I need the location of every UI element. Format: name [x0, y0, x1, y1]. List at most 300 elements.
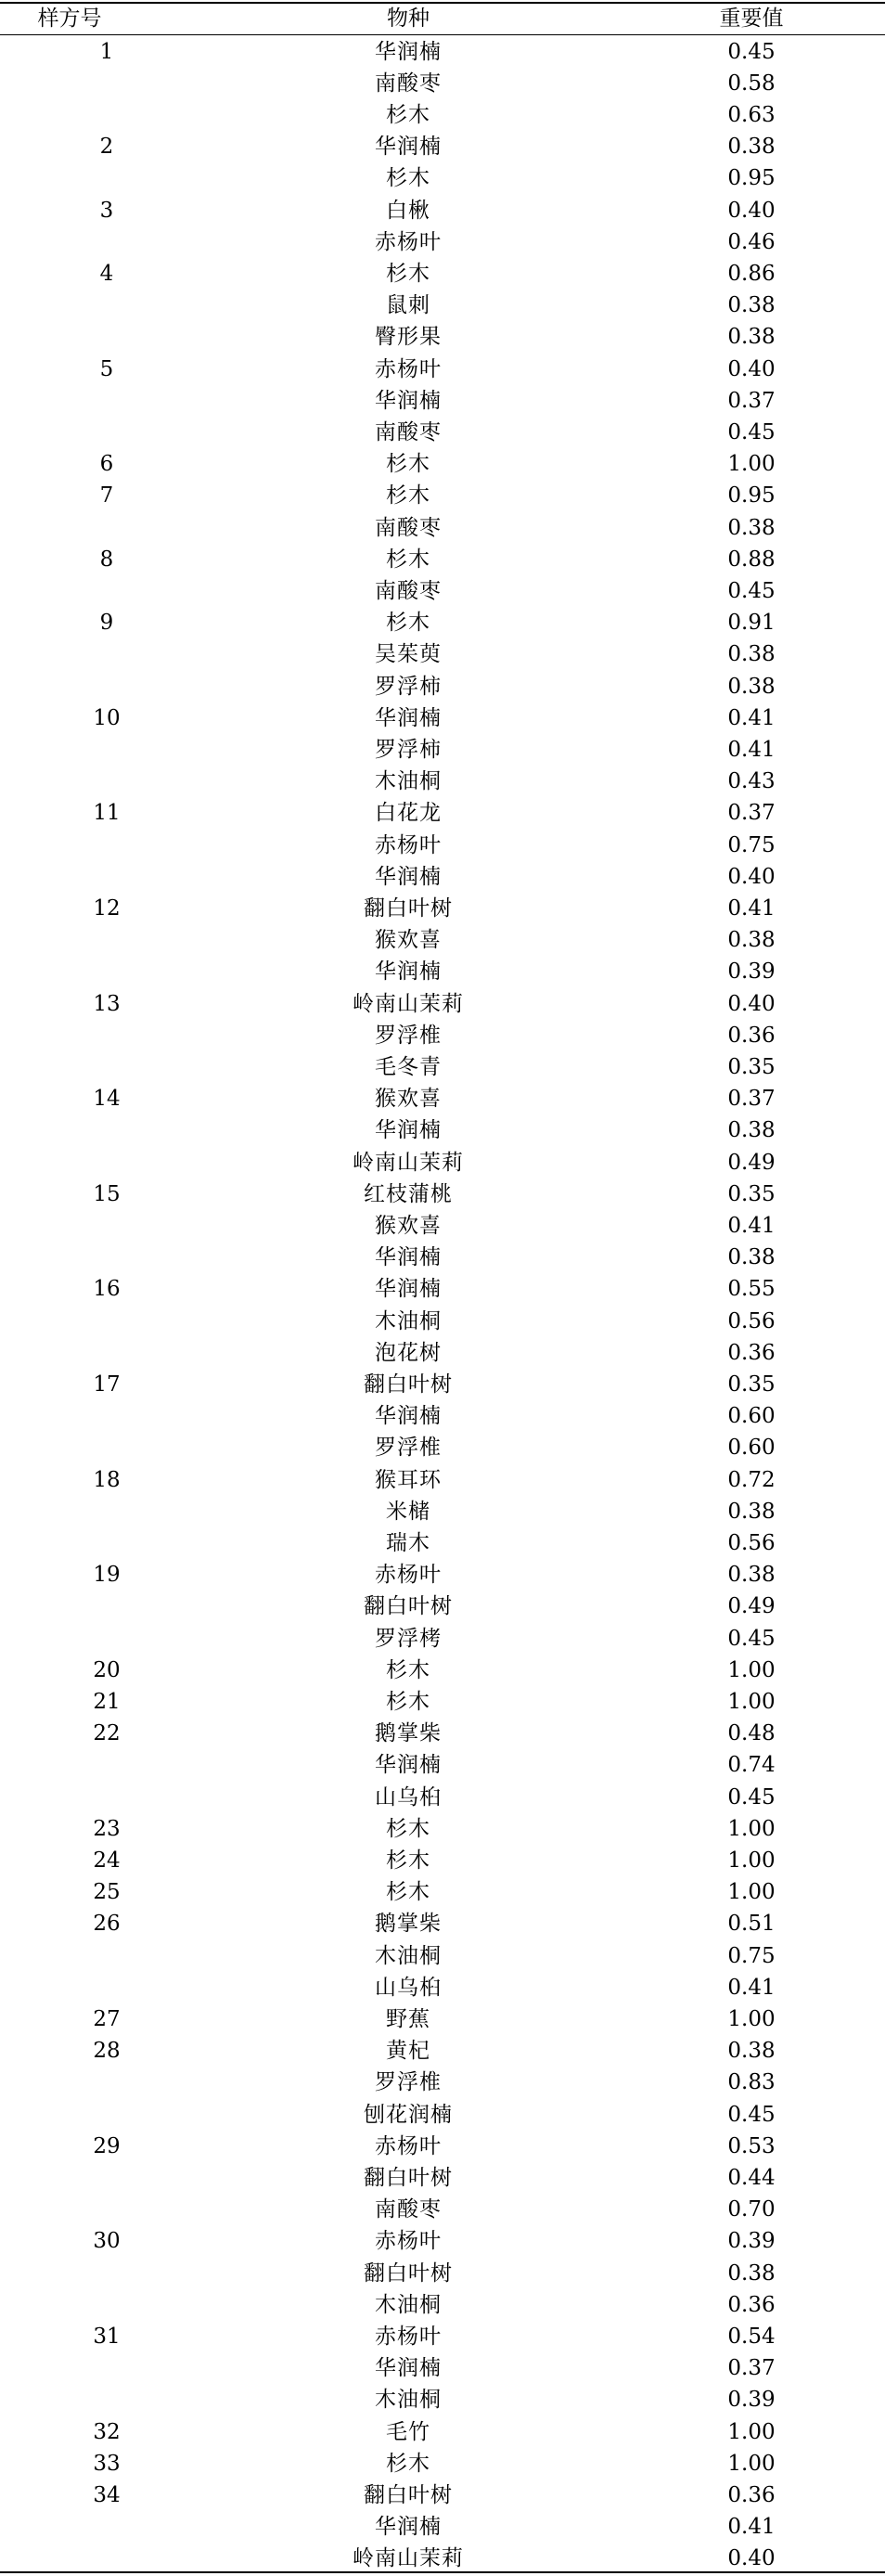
- table-row: [0, 1782, 885, 1813]
- plot-cell: 17: [93, 1372, 121, 1397]
- value-cell: 0.38: [727, 1563, 776, 1588]
- plot-cell: 30: [93, 2229, 121, 2254]
- plot-cell: [37, 99, 176, 131]
- table-row: [0, 607, 885, 638]
- value-cell: 0.83: [727, 2070, 776, 2095]
- value-cell: 0.63: [727, 102, 776, 127]
- table-row: [0, 2162, 885, 2194]
- value-cell: 0.40: [727, 864, 776, 889]
- species-cell: 翻白叶树: [364, 895, 453, 921]
- species-cell: 山乌桕: [375, 1784, 442, 1810]
- species-cell: 白楸: [386, 198, 430, 223]
- plot-cell: 7: [99, 483, 114, 509]
- plot-cell: 2: [99, 135, 114, 160]
- plot-cell: [37, 1306, 176, 1337]
- value-cell: 0.48: [727, 1721, 776, 1746]
- plot-cell: [37, 1210, 176, 1242]
- value-cell: 0.39: [727, 960, 776, 985]
- plot-cell: [37, 2289, 176, 2321]
- plot-cell: [37, 1114, 176, 1146]
- species-cell: 罗浮柿: [375, 737, 442, 762]
- table-row: [0, 99, 885, 131]
- species-cell: 野蕉: [386, 2006, 430, 2031]
- species-cell: 杉木: [386, 1816, 430, 1841]
- plot-cell: 34: [93, 2482, 121, 2507]
- header-species: 物种: [387, 6, 430, 31]
- plot-cell: [37, 575, 176, 607]
- value-cell: 0.36: [727, 2482, 776, 2507]
- plot-cell: [37, 638, 176, 670]
- table-row: [0, 131, 885, 162]
- species-cell: 赤杨叶: [375, 832, 442, 857]
- table-row: [0, 1083, 885, 1114]
- plot-cell: [37, 2194, 176, 2225]
- value-cell: 0.45: [727, 1626, 776, 1651]
- table-row: [0, 734, 885, 766]
- species-cell: 南酸枣: [375, 71, 442, 96]
- table-row: [0, 68, 885, 99]
- species-cell: 杉木: [386, 1848, 430, 1873]
- table-row: [0, 1306, 885, 1337]
- value-cell: 0.41: [727, 737, 776, 762]
- value-cell: 0.53: [727, 2133, 776, 2158]
- value-cell: 0.56: [727, 1308, 776, 1333]
- value-cell: 1.00: [727, 2451, 776, 2476]
- species-cell: 杉木: [386, 547, 430, 572]
- species-cell: 南酸枣: [375, 578, 442, 603]
- species-cell: 杉木: [386, 1657, 430, 1682]
- table-row: [0, 480, 885, 511]
- value-cell: 0.38: [727, 674, 776, 699]
- value-cell: 0.40: [727, 198, 776, 223]
- value-cell: 0.45: [727, 578, 776, 603]
- table-row: [0, 1179, 885, 1210]
- table-row: [0, 988, 885, 1020]
- species-cell: 黄杞: [386, 2039, 430, 2064]
- table-row: [0, 1527, 885, 1559]
- plot-cell: 6: [99, 452, 114, 477]
- species-cell: 翻白叶树: [364, 2260, 453, 2286]
- species-cell: 杉木: [386, 2451, 430, 2476]
- value-cell: 0.51: [727, 1912, 776, 1937]
- value-cell: 0.49: [727, 1150, 776, 1175]
- species-cell: 猴耳环: [375, 1467, 442, 1492]
- value-cell: 0.38: [727, 1118, 776, 1143]
- plot-cell: 3: [99, 198, 114, 223]
- plot-cell: 28: [93, 2039, 121, 2064]
- species-cell: 翻白叶树: [364, 1594, 453, 1619]
- value-cell: 0.37: [727, 801, 776, 826]
- value-cell: 0.38: [727, 293, 776, 318]
- species-cell: 杉木: [386, 483, 430, 509]
- value-cell: 0.38: [727, 928, 776, 953]
- species-cell: 赤杨叶: [375, 2133, 442, 2158]
- plot-cell: 11: [93, 801, 121, 826]
- table-row: [0, 1559, 885, 1591]
- species-cell: 毛冬青: [375, 1054, 442, 1079]
- plot-cell: 10: [93, 705, 121, 730]
- species-cell: 华润楠: [375, 388, 442, 413]
- table-row: [0, 1432, 885, 1463]
- species-cell: 赤杨叶: [375, 2324, 442, 2349]
- species-cell: 赤杨叶: [375, 1563, 442, 1588]
- species-cell: 杉木: [386, 452, 430, 477]
- species-cell: 华润楠: [375, 864, 442, 889]
- table-row: [0, 2352, 885, 2384]
- table-header: [0, 4, 885, 34]
- species-cell: 白花龙: [375, 801, 442, 826]
- species-cell: 罗浮椎: [375, 1023, 442, 1048]
- species-cell: 木油桐: [375, 1308, 442, 1333]
- species-cell: 杉木: [386, 1689, 430, 1714]
- table-row: [0, 1876, 885, 1908]
- table-row: [0, 36, 885, 68]
- table-row: [0, 1147, 885, 1179]
- table-row: [0, 354, 885, 385]
- value-cell: 1.00: [727, 2006, 776, 2031]
- table-row: [0, 1337, 885, 1369]
- species-cell: 罗浮栲: [375, 1626, 442, 1651]
- value-cell: 0.45: [727, 1784, 776, 1810]
- species-cell: 鼠刺: [386, 293, 430, 318]
- value-cell: 0.38: [727, 1245, 776, 1270]
- table-row: [0, 1655, 885, 1686]
- plot-cell: 20: [93, 1657, 121, 1682]
- table-row: [0, 2321, 885, 2352]
- table-row: [0, 1400, 885, 1432]
- value-cell: 0.37: [727, 388, 776, 413]
- plot-cell: [37, 1432, 176, 1463]
- species-cell: 猴欢喜: [375, 928, 442, 953]
- value-cell: 0.45: [727, 2102, 776, 2127]
- value-cell: 0.35: [727, 1372, 776, 1397]
- plot-cell: [37, 321, 176, 353]
- table-row: [0, 766, 885, 797]
- value-cell: 0.43: [727, 769, 776, 794]
- species-cell: 瑞木: [386, 1530, 430, 1555]
- table-row: [0, 2479, 885, 2511]
- value-cell: 0.37: [727, 1087, 776, 1112]
- table-row: [0, 797, 885, 829]
- plot-cell: 21: [93, 1689, 121, 1714]
- species-cell: 翻白叶树: [364, 1372, 453, 1397]
- plot-cell: 33: [93, 2451, 121, 2476]
- table-row: [0, 2543, 885, 2574]
- value-cell: 0.37: [727, 2356, 776, 2381]
- table-row: [0, 1496, 885, 1527]
- value-cell: 0.58: [727, 71, 776, 96]
- value-cell: 1.00: [727, 1880, 776, 1905]
- species-cell: 华润楠: [375, 2515, 442, 2540]
- species-cell: 木油桐: [375, 2388, 442, 2413]
- plot-cell: [37, 2067, 176, 2098]
- value-cell: 0.74: [727, 1753, 776, 1778]
- plot-cell: [37, 1749, 176, 1781]
- value-cell: 0.40: [727, 2546, 776, 2571]
- value-cell: 0.41: [727, 705, 776, 730]
- species-cell: 罗浮椎: [375, 1436, 442, 1461]
- value-cell: 1.00: [727, 452, 776, 477]
- table-row: [0, 448, 885, 480]
- value-cell: 0.56: [727, 1530, 776, 1555]
- table-row: [0, 2384, 885, 2415]
- species-cell: 赤杨叶: [375, 2229, 442, 2254]
- plot-cell: 31: [93, 2324, 121, 2349]
- species-cell: 猴欢喜: [375, 1087, 442, 1112]
- plot-cell: [37, 1147, 176, 1179]
- value-cell: 0.60: [727, 1404, 776, 1429]
- value-cell: 0.45: [727, 39, 776, 64]
- table-row: [0, 385, 885, 417]
- table-row: [0, 956, 885, 987]
- table-row: [0, 830, 885, 861]
- plot-cell: [37, 956, 176, 987]
- value-cell: 0.44: [727, 2165, 776, 2190]
- species-cell: 鹅掌柴: [375, 1721, 442, 1746]
- value-cell: 0.36: [727, 1023, 776, 1048]
- table-row: [0, 924, 885, 956]
- plot-cell: [37, 1020, 176, 1051]
- plot-cell: [37, 2162, 176, 2194]
- plot-cell: [37, 766, 176, 797]
- table-row: [0, 2003, 885, 2035]
- species-cell: 翻白叶树: [364, 2482, 453, 2507]
- table-row: [0, 1369, 885, 1400]
- species-cell: 赤杨叶: [375, 229, 442, 254]
- table-row: [0, 1686, 885, 1718]
- species-cell: 杉木: [386, 261, 430, 286]
- species-cell: 华润楠: [375, 1277, 442, 1302]
- species-cell: 毛竹: [386, 2419, 430, 2444]
- plot-cell: 22: [93, 1721, 121, 1746]
- plot-cell: [37, 1591, 176, 1622]
- plot-cell: 23: [93, 1816, 121, 1841]
- table-row: [0, 226, 885, 258]
- plot-cell: [37, 2352, 176, 2384]
- plot-cell: 18: [93, 1467, 121, 1492]
- table-row: [0, 1020, 885, 1051]
- plot-cell: [37, 2384, 176, 2415]
- table-row: [0, 2416, 885, 2448]
- value-cell: 0.91: [727, 611, 776, 636]
- species-cell: 岭南山茉莉: [353, 991, 464, 1016]
- plot-cell: 32: [93, 2419, 121, 2444]
- table-row: [0, 321, 885, 353]
- species-cell: 吴茱萸: [375, 642, 442, 667]
- plot-cell: 27: [93, 2006, 121, 2031]
- table-row: [0, 258, 885, 290]
- species-cell: 华润楠: [375, 135, 442, 160]
- value-cell: 0.49: [727, 1594, 776, 1619]
- table-row: [0, 671, 885, 702]
- value-cell: 0.95: [727, 483, 776, 509]
- plot-cell: 19: [93, 1563, 121, 1588]
- value-cell: 0.35: [727, 1054, 776, 1079]
- species-cell: 鹅掌柴: [375, 1912, 442, 1937]
- table-row: [0, 544, 885, 575]
- value-cell: 1.00: [727, 1848, 776, 1873]
- table-row: [0, 2067, 885, 2098]
- table-bottom-rule: [0, 2571, 885, 2573]
- plot-cell: [37, 2099, 176, 2131]
- table-row: [0, 1591, 885, 1622]
- species-cell: 南酸枣: [375, 515, 442, 540]
- table-row: [0, 512, 885, 544]
- table-row: [0, 1051, 885, 1083]
- header-value: 重要值: [719, 6, 784, 31]
- plot-cell: [37, 162, 176, 194]
- plot-cell: [37, 226, 176, 258]
- table-row: [0, 1972, 885, 2003]
- table-row: [0, 702, 885, 734]
- plot-cell: 26: [93, 1912, 121, 1937]
- plot-cell: 5: [99, 356, 114, 381]
- table-row: [0, 195, 885, 226]
- plot-cell: [37, 1242, 176, 1273]
- table-row: [0, 1845, 885, 1876]
- value-cell: 1.00: [727, 1657, 776, 1682]
- table-row: [0, 1210, 885, 1242]
- value-cell: 1.00: [727, 2419, 776, 2444]
- value-cell: 0.40: [727, 356, 776, 381]
- value-cell: 0.38: [727, 642, 776, 667]
- value-cell: 0.75: [727, 832, 776, 857]
- species-cell: 华润楠: [375, 39, 442, 64]
- plot-cell: [37, 417, 176, 448]
- species-cell: 华润楠: [375, 1118, 442, 1143]
- table-row: [0, 1464, 885, 1496]
- table-row: [0, 1813, 885, 1845]
- plot-cell: [37, 1527, 176, 1559]
- value-cell: 0.75: [727, 1943, 776, 1968]
- plot-cell: 29: [93, 2133, 121, 2158]
- table-row: [0, 893, 885, 924]
- species-cell: 华润楠: [375, 1245, 442, 1270]
- value-cell: 1.00: [727, 1689, 776, 1714]
- table-row: [0, 290, 885, 321]
- species-cell: 华润楠: [375, 2356, 442, 2381]
- header-plot: 样方号: [37, 6, 102, 31]
- species-cell: 杉木: [386, 166, 430, 191]
- plot-cell: 24: [93, 1848, 121, 1873]
- value-cell: 0.38: [727, 325, 776, 350]
- plot-cell: [37, 734, 176, 766]
- value-cell: 0.36: [727, 2292, 776, 2317]
- table-row: [0, 1940, 885, 1972]
- table-row: [0, 2289, 885, 2321]
- species-cell: 杉木: [386, 102, 430, 127]
- table-row: [0, 2225, 885, 2257]
- table-row: [0, 162, 885, 194]
- species-cell: 华润楠: [375, 1753, 442, 1778]
- table-row: [0, 575, 885, 607]
- value-cell: 0.46: [727, 229, 776, 254]
- value-cell: 0.36: [727, 1340, 776, 1365]
- species-cell: 山乌桕: [375, 1975, 442, 2000]
- table-row: [0, 2448, 885, 2479]
- plot-cell: 25: [93, 1880, 121, 1905]
- plot-cell: 8: [99, 547, 114, 572]
- table-row: [0, 638, 885, 670]
- species-cell: 臀形果: [375, 325, 442, 350]
- value-cell: 0.38: [727, 135, 776, 160]
- species-cell: 木油桐: [375, 1943, 442, 1968]
- value-cell: 0.41: [727, 1213, 776, 1238]
- species-cell: 杉木: [386, 611, 430, 636]
- value-cell: 0.72: [727, 1467, 776, 1492]
- value-cell: 0.55: [727, 1277, 776, 1302]
- plot-cell: 4: [99, 261, 114, 286]
- table-row: [0, 1114, 885, 1146]
- value-cell: 0.70: [727, 2197, 776, 2222]
- species-cell: 泡花树: [375, 1340, 442, 1365]
- plot-cell: 12: [93, 895, 121, 921]
- plot-cell: [37, 830, 176, 861]
- table-row: [0, 861, 885, 893]
- plot-cell: 14: [93, 1087, 121, 1112]
- value-cell: 0.38: [727, 2039, 776, 2064]
- species-cell: 杉木: [386, 1880, 430, 1905]
- table-row: [0, 1749, 885, 1781]
- species-cell: 赤杨叶: [375, 356, 442, 381]
- plot-cell: [37, 2543, 176, 2574]
- plot-cell: 9: [99, 611, 114, 636]
- species-cell: 罗浮柿: [375, 674, 442, 699]
- value-cell: 0.95: [727, 166, 776, 191]
- plot-cell: [37, 1972, 176, 2003]
- plot-cell: [37, 512, 176, 544]
- value-cell: 0.38: [727, 2260, 776, 2286]
- plot-cell: 1: [99, 39, 114, 64]
- table-row: [0, 1718, 885, 1749]
- plot-cell: [37, 1940, 176, 1972]
- species-cell: 岭南山茉莉: [353, 2546, 464, 2571]
- species-cell: 南酸枣: [375, 419, 442, 444]
- plot-cell: [37, 290, 176, 321]
- value-cell: 0.86: [727, 261, 776, 286]
- value-cell: 0.40: [727, 991, 776, 1016]
- plot-cell: [37, 1496, 176, 1527]
- value-cell: 0.35: [727, 1181, 776, 1206]
- table-row: [0, 1242, 885, 1273]
- table-row: [0, 2258, 885, 2289]
- species-cell: 罗浮椎: [375, 2070, 442, 2095]
- plot-cell: [37, 1337, 176, 1369]
- plot-cell: [37, 1400, 176, 1432]
- species-cell: 猴欢喜: [375, 1213, 442, 1238]
- value-cell: 0.41: [727, 1975, 776, 2000]
- table-row: [0, 1908, 885, 1939]
- value-cell: 0.38: [727, 1499, 776, 1524]
- species-cell: 木油桐: [375, 2292, 442, 2317]
- table-row: [0, 2035, 885, 2067]
- plot-cell: [37, 2258, 176, 2289]
- species-cell: 华润楠: [375, 960, 442, 985]
- value-cell: 1.00: [727, 1816, 776, 1841]
- plot-cell: [37, 1782, 176, 1813]
- plot-cell: 13: [93, 991, 121, 1016]
- species-cell: 木油桐: [375, 769, 442, 794]
- value-cell: 0.45: [727, 419, 776, 444]
- plot-cell: 16: [93, 1277, 121, 1302]
- plot-cell: [37, 861, 176, 893]
- value-cell: 0.38: [727, 515, 776, 540]
- species-cell: 南酸枣: [375, 2197, 442, 2222]
- table-row: [0, 2131, 885, 2162]
- species-cell: 华润楠: [375, 705, 442, 730]
- species-cell: 岭南山茉莉: [353, 1150, 464, 1175]
- plot-cell: [37, 2511, 176, 2543]
